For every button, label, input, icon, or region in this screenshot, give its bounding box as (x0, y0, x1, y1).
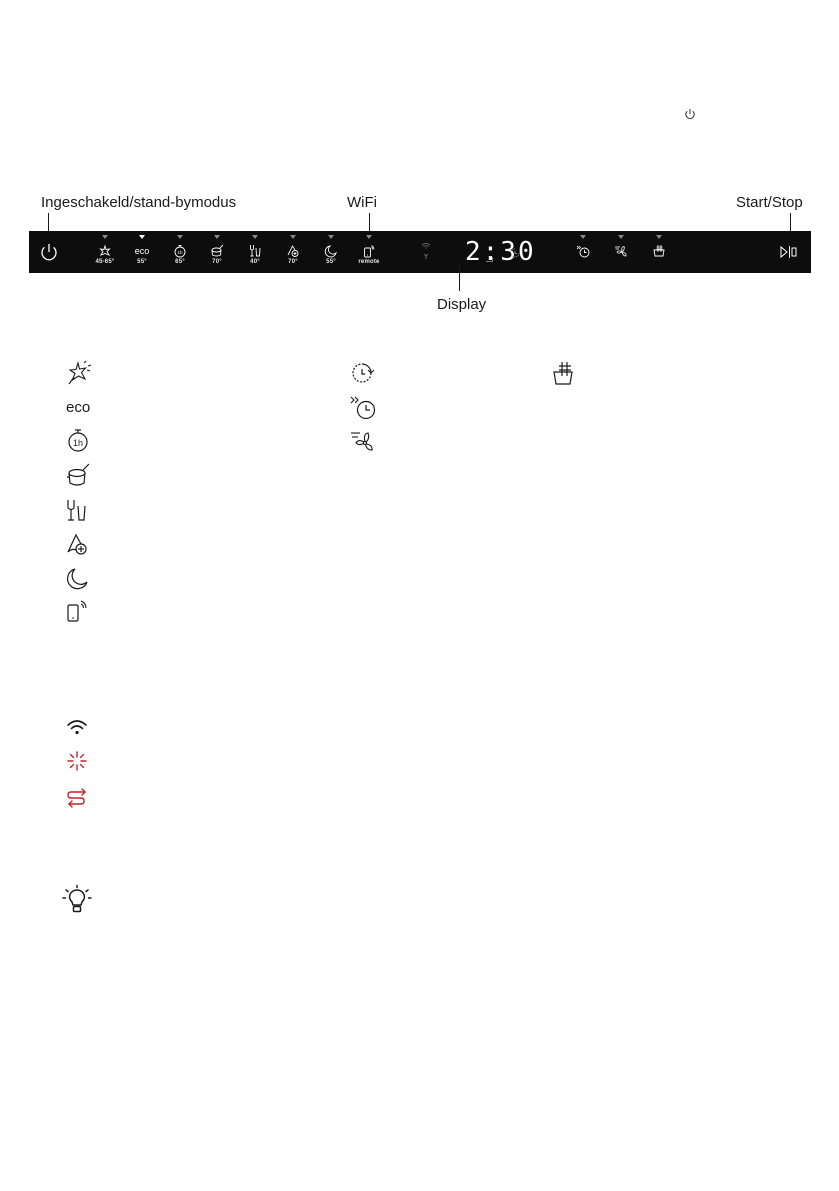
display-status-icons (420, 241, 432, 263)
control-panel (29, 231, 811, 273)
program-night-button[interactable] (314, 231, 348, 273)
selector-triangle (290, 235, 296, 239)
program-temp: 45-65° (95, 259, 115, 265)
salt-refill-icon (66, 786, 92, 812)
program-hygiene-button[interactable] (276, 231, 310, 273)
selector-triangle (656, 235, 662, 239)
remote-phone-icon (66, 599, 92, 625)
glass-icon (66, 498, 92, 524)
program-glass-button[interactable] (238, 231, 272, 273)
callout-wifi: WiFi (347, 194, 377, 211)
option-half-load-button[interactable] (642, 231, 676, 273)
program-temp: 55° (326, 259, 336, 265)
play-pause-icon (779, 244, 799, 260)
moon-icon (66, 566, 92, 592)
remote-phone-icon (362, 244, 376, 258)
callout-start-stop: Start/Stop (736, 194, 803, 211)
option-extra-dry-button[interactable] (604, 231, 638, 273)
speed-clock-icon (576, 244, 590, 258)
program-1h-button[interactable] (163, 231, 197, 273)
auto-program-icon (66, 360, 92, 386)
svg-text:1h: 1h (177, 250, 183, 255)
program-temp: remote (358, 259, 380, 265)
rinse-aid-icon (509, 247, 521, 259)
program-eco-button[interactable] (125, 231, 159, 273)
program-temp: 40° (250, 259, 260, 265)
option-speed-button[interactable] (566, 231, 600, 273)
moon-icon (324, 244, 338, 258)
selector-triangle (102, 235, 108, 239)
program-intensive-button[interactable] (200, 231, 234, 273)
svg-text:1h: 1h (72, 438, 84, 448)
stopwatch-1h-icon (66, 428, 92, 454)
lightbulb-tip-icon (62, 885, 92, 917)
power-button[interactable] (39, 242, 59, 262)
display-unit-marker (486, 257, 493, 262)
program-temp: 70° (288, 259, 298, 265)
selector-triangle (177, 235, 183, 239)
program-temp: 55° (137, 259, 147, 265)
eco-label: eco (134, 246, 150, 256)
program-auto-button[interactable] (88, 231, 122, 273)
program-temp: 70° (212, 259, 222, 265)
glass-icon (248, 244, 262, 258)
callout-display-line (459, 264, 460, 291)
no-dry-fan-icon (614, 244, 628, 258)
selector-triangle (328, 235, 334, 239)
selector-triangle (366, 235, 372, 239)
rinse-aid-icon (350, 361, 376, 387)
program-temp: 65° (175, 259, 185, 265)
selector-triangle (214, 235, 220, 239)
selector-triangle (252, 235, 258, 239)
pot-intensive-icon (210, 244, 224, 258)
callout-power: Ingeschakeld/stand-bymodus (41, 194, 237, 211)
auto-program-icon (98, 244, 112, 258)
start-stop-button[interactable] (779, 244, 799, 260)
no-dry-fan-icon (350, 429, 376, 455)
hygiene-icon (286, 244, 300, 258)
stopwatch-1h-icon (173, 244, 187, 258)
pot-intensive-icon (66, 463, 92, 489)
selector-triangle (580, 235, 586, 239)
power-icon (684, 108, 696, 120)
power-icon (39, 242, 59, 262)
rinse-aid-warning-icon (66, 750, 92, 776)
selector-triangle (618, 235, 624, 239)
selector-triangle-active (139, 235, 145, 239)
speed-clock-icon (350, 395, 376, 421)
hygiene-icon (66, 532, 92, 558)
program-remote-button[interactable] (352, 231, 386, 273)
callout-display: Display (437, 296, 487, 313)
wifi-icon (66, 716, 92, 742)
eco-legend-label: eco (66, 399, 91, 416)
display-time: 2:30 (465, 237, 536, 267)
half-load-icon (552, 360, 578, 386)
half-load-icon (652, 244, 666, 258)
